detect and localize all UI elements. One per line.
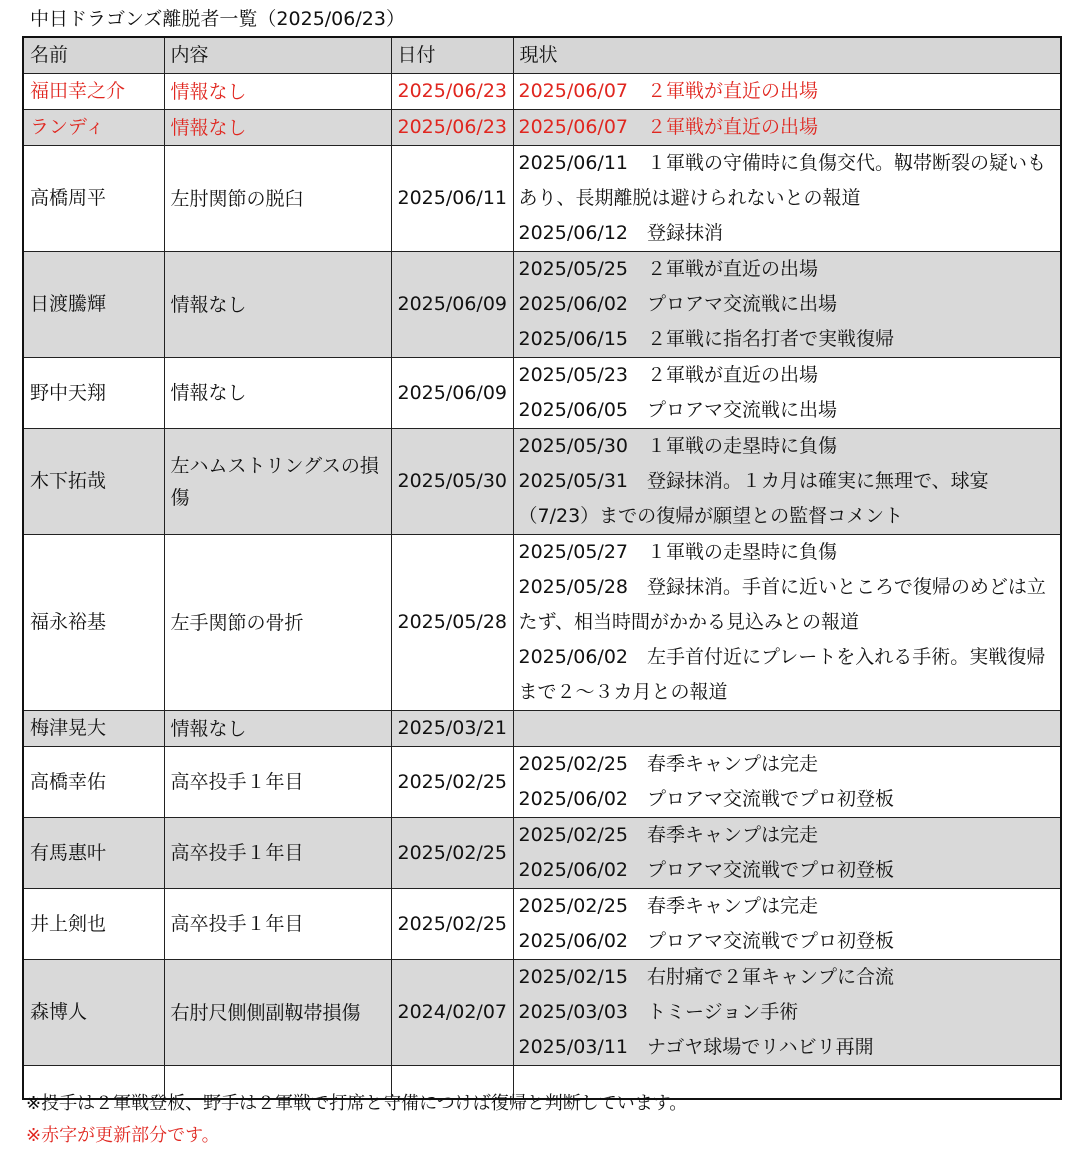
status-cell: [513, 252, 1061, 358]
status-entry: 2025/02/25 春季キャンプは完走: [518, 895, 819, 917]
leave-date: 2025/05/30: [391, 429, 513, 535]
leave-date: 2025/02/25: [391, 747, 513, 818]
table-row: [23, 110, 1061, 146]
player-name: 日渡騰輝: [23, 252, 164, 358]
status-cell: [513, 110, 1061, 146]
status-entry: 2025/02/25 春季キャンプは完走: [518, 824, 819, 846]
status-entry: 2025/06/11 １軍戦の守備時に負傷交代。靱帯断裂の疑いもあり、長期離脱は避けられないとの報道: [518, 152, 1047, 209]
table-row: [23, 74, 1061, 110]
player-name: 野中天翔: [23, 358, 164, 429]
page-title: 中日ドラゴンズ離脱者一覧（2025/06/23）: [30, 8, 405, 30]
injury-content: 情報なし: [164, 74, 391, 110]
status-entry: 2025/03/03 トミージョン手術: [518, 1001, 799, 1023]
table-row: [23, 146, 1061, 252]
injury-content: 情報なし: [164, 358, 391, 429]
status-entry: 2025/02/15 右肘痛で２軍キャンプに合流: [518, 966, 895, 988]
injury-content: 左手関節の骨折: [164, 535, 391, 711]
status-cell: [513, 535, 1061, 711]
status-cell: [513, 74, 1061, 110]
table-row: [23, 747, 1061, 818]
injury-content: 情報なし: [164, 711, 391, 747]
table-row: [23, 535, 1061, 711]
injury-content: 高卒投手１年目: [164, 747, 391, 818]
status-entry: 2025/06/02 左手首付近にプレートを入れる手術。実戦復帰まで２～３カ月との報道: [518, 646, 1046, 703]
status-cell: [513, 889, 1061, 960]
leave-date: 2025/03/21: [391, 711, 513, 747]
footnote-judgement: ※投手は２軍戦登板、野手は２軍戦で打席と守備につけば復帰と判断しています。: [26, 1093, 688, 1114]
status-cell: [513, 747, 1061, 818]
leave-date: 2025/06/09: [391, 252, 513, 358]
column-header-content: 内容: [164, 37, 391, 74]
status-entry: 2025/05/25 ２軍戦が直近の出場: [518, 258, 819, 280]
column-header-name: 名前: [23, 37, 164, 74]
column-header-status: 現状: [513, 37, 1061, 74]
injury-content: 情報なし: [164, 110, 391, 146]
status-entry: 2025/03/11 ナゴヤ球場でリハビリ再開: [518, 1036, 874, 1058]
table-header-row: [23, 37, 1061, 74]
injury-table: [22, 36, 1062, 1100]
column-header-date: 日付: [391, 37, 513, 74]
player-name: 梅津晃大: [23, 711, 164, 747]
injury-content: 左肘関節の脱臼: [164, 146, 391, 252]
status-entry: 2025/06/02 プロアマ交流戦でプロ初登板: [518, 930, 895, 952]
player-name: 福永裕基: [23, 535, 164, 711]
player-name: 井上剣也: [23, 889, 164, 960]
status-entry: 2025/06/12 登録抹消: [518, 222, 724, 244]
status-cell: [513, 429, 1061, 535]
status-entry: 2025/05/30 １軍戦の走塁時に負傷: [518, 435, 838, 457]
player-name: 有馬惠叶: [23, 818, 164, 889]
status-entry: 2025/06/02 プロアマ交流戦でプロ初登板: [518, 788, 895, 810]
status-cell: [513, 358, 1061, 429]
status-entry: 2025/06/02 プロアマ交流戦に出場: [518, 293, 838, 315]
player-name: 高橋幸佑: [23, 747, 164, 818]
status-cell: [513, 711, 1061, 747]
table-row: [23, 252, 1061, 358]
status-cell: [513, 146, 1061, 252]
status-entry: 2025/06/02 プロアマ交流戦でプロ初登板: [518, 859, 895, 881]
status-cell: [513, 818, 1061, 889]
leave-date: 2025/06/11: [391, 146, 513, 252]
status-entry: 2025/06/07 ２軍戦が直近の出場: [518, 116, 819, 138]
status-entry: 2025/06/07 ２軍戦が直近の出場: [518, 80, 819, 102]
leave-date: 2025/02/25: [391, 818, 513, 889]
leave-date: 2025/05/28: [391, 535, 513, 711]
injury-content: 右肘尺側側副靱帯損傷: [164, 960, 391, 1066]
table-row: [23, 818, 1061, 889]
player-name: 高橋周平: [23, 146, 164, 252]
status-entry: 2025/05/28 登録抹消。手首に近いところで復帰のめどは立たず、相当時間がかかる見込みとの報道: [518, 576, 1046, 633]
status-entry: 2025/06/15 ２軍戦に指名打者で実戦復帰: [518, 328, 895, 350]
leave-date: 2024/02/07: [391, 960, 513, 1066]
injury-content: 高卒投手１年目: [164, 889, 391, 960]
table-row: [23, 889, 1061, 960]
player-name: 森博人: [23, 960, 164, 1066]
injury-content: 左ハムストリングスの損傷: [164, 429, 391, 535]
status-entry: 2025/05/27 １軍戦の走塁時に負傷: [518, 541, 838, 563]
table-row: [23, 960, 1061, 1066]
player-name: ランディ: [23, 110, 164, 146]
status-cell: [513, 960, 1061, 1066]
status-entry: 2025/02/25 春季キャンプは完走: [518, 753, 819, 775]
table-row: [23, 358, 1061, 429]
leave-date: 2025/06/23: [391, 110, 513, 146]
leave-date: 2025/06/09: [391, 358, 513, 429]
player-name: 福田幸之介: [23, 74, 164, 110]
injury-content: 情報なし: [164, 252, 391, 358]
status-entry: 2025/05/23 ２軍戦が直近の出場: [518, 364, 819, 386]
status-entry: 2025/06/05 プロアマ交流戦に出場: [518, 399, 838, 421]
footnote-red-text: ※赤字が更新部分です。: [26, 1125, 220, 1146]
leave-date: 2025/06/23: [391, 74, 513, 110]
table-row: [23, 711, 1061, 747]
injury-content: 高卒投手１年目: [164, 818, 391, 889]
table-row: [23, 429, 1061, 535]
leave-date: 2025/02/25: [391, 889, 513, 960]
player-name: 木下拓哉: [23, 429, 164, 535]
status-entry: 2025/05/31 登録抹消。１カ月は確実に無理で、球宴（7/23）までの復帰が願望との監督コメント: [518, 470, 989, 527]
